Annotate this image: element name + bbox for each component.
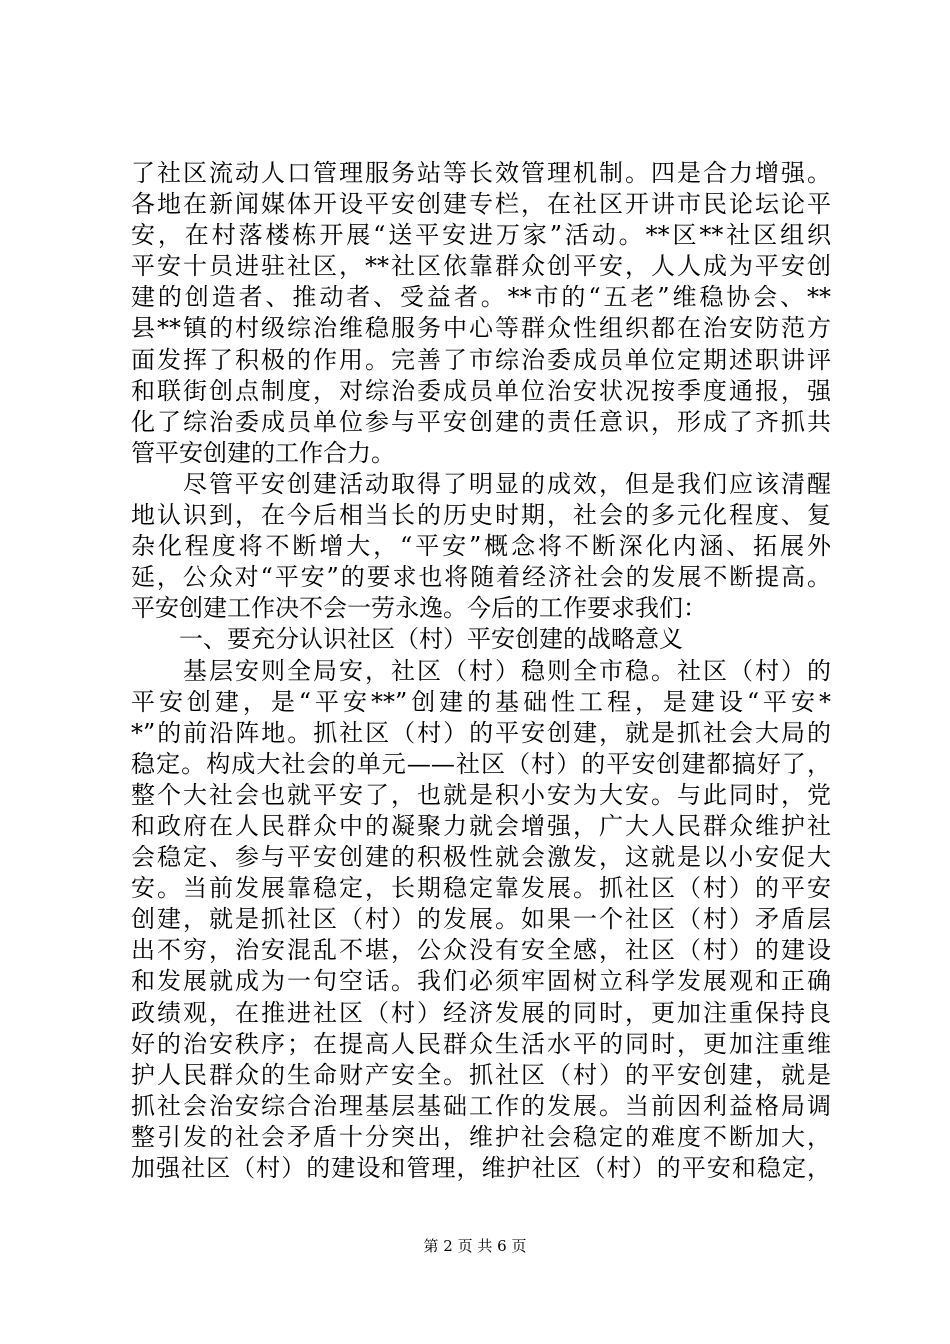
text-line: 各地在新闻媒体开设平安创建专栏，在社区开讲市民论坛论平 [131,190,831,219]
text-line: 创建，就是抓社区（村）的发展。如果一个社区（村）矛盾层 [131,905,831,934]
text-line: 整引发的社会矛盾十分突出，维护社会稳定的难度不断加大， [131,1122,831,1151]
text-line: 和联街创点制度，对综治委成员单位治安状况按季度通报，强 [131,376,831,405]
text-line: 平安创建，是“平安**”创建的基础性工程，是建设“平安* [131,687,831,716]
text-line: 和发展就成为一句空话。我们必须牢固树立科学发展观和正确 [131,967,831,996]
text-line: 延，公众对“平安”的要求也将随着经济社会的发展不断提高。 [131,563,831,592]
text-line: 平安十员进驻社区，**社区依靠群众创平安，人人成为平安创 [131,252,831,281]
text-line: 会稳定、参与平安创建的积极性就会激发，这就是以小安促大 [131,843,831,872]
text-line: 县**镇的村级综治维稳服务中心等群众性组织都在治安防范方 [131,314,831,343]
text-line: 尽管平安创建活动取得了明显的成效，但是我们应该清醒 [131,469,831,498]
text-line: 基层安则全局安，社区（村）稳则全市稳。社区（村）的 [131,656,831,685]
text-line: 杂化程度将不断增大，“平安”概念将不断深化内涵、拓展外 [131,532,831,561]
text-line: 管平安创建的工作合力。 [131,438,395,467]
text-line: 抓社会治安综合治理基层基础工作的发展。当前因利益格局调 [131,1091,831,1120]
text-line: 建的创造者、推动者、受益者。**市的“五老”维稳协会、** [131,283,831,312]
page-footer: 第 2 页 共 6 页 [423,1237,527,1255]
text-line: 整个大社会也就平安了，也就是积小安为大安。与此同时，党 [131,780,831,809]
text-line: 稳定。构成大社会的单元——社区（村）的平安创建都搞好了， [131,749,831,778]
text-line: 加强社区（村）的建设和管理，维护社区（村）的平安和稳定， [131,1154,831,1182]
text-line: *”的前沿阵地。抓社区（村）的平安创建，就是抓社会大局的 [131,718,831,747]
text-line: 一、要充分认识社区（村）平安创建的战略意义 [131,625,683,654]
text-line: 政绩观，在推进社区（村）经济发展的同时，更加注重保持良 [131,998,831,1027]
text-line: 地认识到，在今后相当长的历史时期，社会的多元化程度、复 [131,501,831,530]
text-line: 好的治安秩序；在提高人民群众生活水平的同时，更加注重维 [131,1029,831,1058]
text-line: 化了综治委成员单位参与平安创建的责任意识，形成了齐抓共 [131,407,831,436]
text-line: 安，在村落楼栋开展“送平安进万家”活动。**区**社区组织 [131,221,831,250]
text-line: 安。当前发展靠稳定，长期稳定靠发展。抓社区（村）的平安 [131,874,831,903]
text-line: 面发挥了积极的作用。完善了市综治委成员单位定期述职讲评 [131,345,831,374]
text-line: 护人民群众的生命财产安全。抓社区（村）的平安创建，就是 [131,1060,831,1089]
text-line: 平安创建工作决不会一劳永逸。今后的工作要求我们： [131,594,707,623]
text-line: 出不穷，治安混乱不堪，公众没有安全感，社区（村）的建设 [131,936,831,965]
document-body [131,158,831,1184]
text-line: 和政府在人民群众中的凝聚力就会增强，广大人民群众维护社 [131,811,831,840]
text-line: 了社区流动人口管理服务站等长效管理机制。四是合力增强。 [131,159,831,187]
